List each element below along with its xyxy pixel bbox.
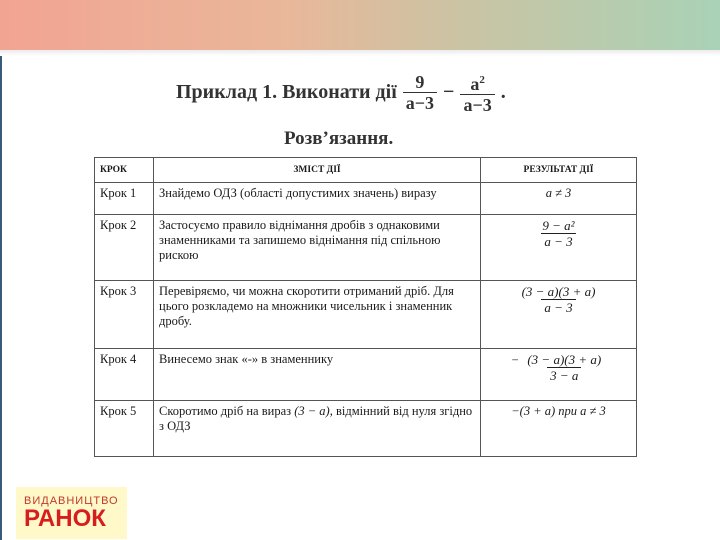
example-title <box>176 66 506 118</box>
fraction-2-base: a <box>470 73 480 94</box>
top-bar-shadow <box>0 50 720 56</box>
fraction-1-denominator: a−3 <box>403 92 437 113</box>
fraction-1-numerator: 9 <box>415 71 425 92</box>
step-content: Перевіряємо, чи можна скоротити отриманий дріб. Для цього розкладемо на множники чисельник і знаменник дробу. <box>154 281 481 349</box>
title-fraction-2 <box>460 70 494 115</box>
result-sign: − <box>510 353 520 367</box>
step-content: Знайдемо ОДЗ (області допустимих значень) виразу <box>154 183 481 215</box>
step-label: Крок 1 <box>95 183 154 215</box>
table-row <box>95 349 637 401</box>
logo-top-text: ВИДАВНИЦТВО <box>24 495 119 507</box>
content-after: , відмінний від нуля згідно з ОДЗ <box>159 404 473 433</box>
step-result: a ≠ 3 <box>481 183 637 215</box>
left-edge-line <box>0 56 2 540</box>
top-gradient-bar <box>0 0 720 50</box>
content-expression: (3 − a) <box>294 404 330 418</box>
step-content <box>154 401 481 457</box>
solution-steps-table <box>94 157 637 457</box>
solution-heading: Розв’язання. <box>284 128 394 149</box>
fraction-2-numerator <box>467 70 488 94</box>
result-denominator: 3 − a <box>547 367 581 383</box>
result-numerator: (3 − a)(3 + a) <box>527 352 602 367</box>
step-result <box>481 281 637 349</box>
publisher-logo <box>16 487 127 539</box>
step-result <box>481 349 637 401</box>
result-denominator: a − 3 <box>541 233 575 249</box>
title-text: Приклад 1. Виконати дії <box>176 80 397 103</box>
logo-main-text: РАНОК <box>24 505 106 532</box>
header-step: КРОК <box>95 158 154 183</box>
table-row <box>95 183 637 215</box>
title-period: . <box>500 80 506 103</box>
fraction-2-exponent: 2 <box>479 73 485 86</box>
step-label: Крок 4 <box>95 349 154 401</box>
result-fraction <box>539 218 577 249</box>
result-numerator: (3 − a)(3 + a) <box>521 284 596 299</box>
step-result: −(3 + a) при a ≠ 3 <box>481 401 637 457</box>
result-fraction <box>519 284 599 315</box>
table-header-row <box>95 158 637 183</box>
step-label: Крок 2 <box>95 215 154 281</box>
fraction-2-denominator: a−3 <box>460 94 494 115</box>
step-content: Застосуємо правило віднімання дробів з однаковими знаменниками та запишемо віднімання під спільною рискою <box>154 215 481 281</box>
step-label: Крок 5 <box>95 401 154 457</box>
step-label: Крок 3 <box>95 281 154 349</box>
step-content: Винесемо знак «-» в знаменнику <box>154 349 481 401</box>
step-result <box>481 215 637 281</box>
result-denominator: a − 3 <box>541 299 575 315</box>
table-row <box>95 215 637 281</box>
table-row <box>95 281 637 349</box>
table-row <box>95 401 637 457</box>
minus-sign: − <box>443 80 455 103</box>
header-content: ЗМІСТ ДІЇ <box>154 158 481 183</box>
content-before: Скоротимо дріб на вираз <box>159 404 292 418</box>
result-fraction <box>524 352 604 383</box>
header-result: РЕЗУЛЬТАТ ДІЇ <box>481 158 637 183</box>
result-numerator: 9 − a² <box>542 218 575 233</box>
title-fraction-1 <box>403 72 437 113</box>
